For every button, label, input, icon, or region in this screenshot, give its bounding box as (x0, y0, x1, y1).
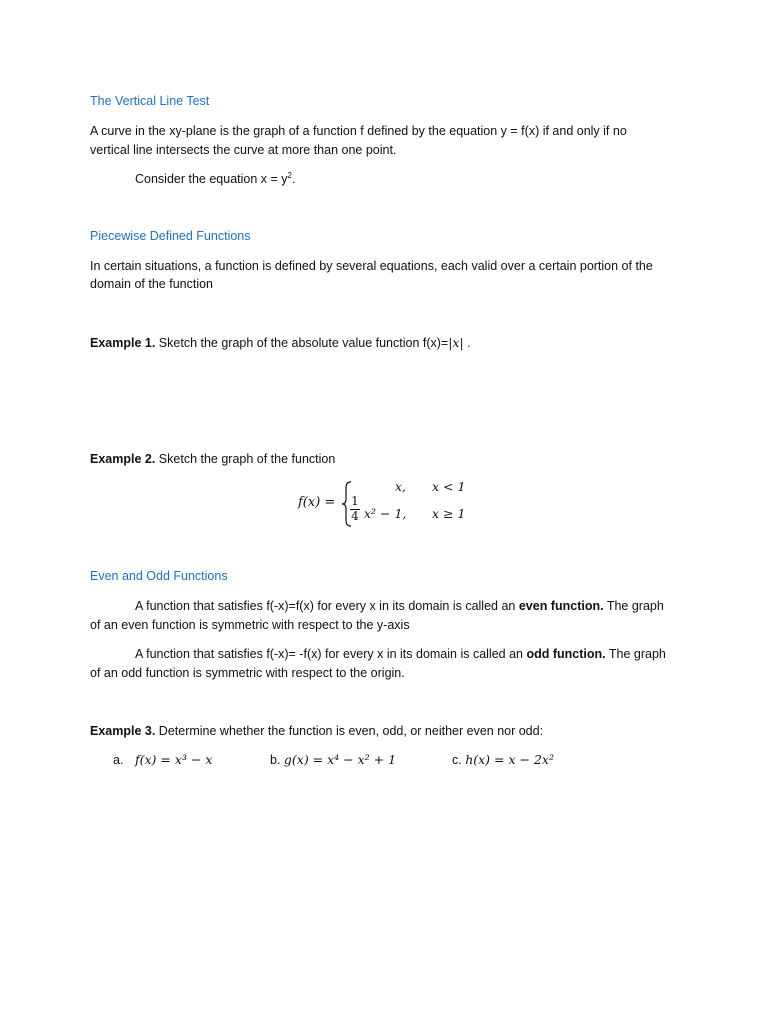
example-3-text: Determine whether the function is even, odd, or neither even nor odd: (155, 724, 544, 738)
consider-equation (135, 170, 295, 189)
piecewise-case1-expr: x, (395, 479, 407, 494)
piecewise-case1-condition: x < 1 (432, 479, 466, 494)
example-3-part-c-expr: h(x) = x − 2x² (465, 752, 554, 767)
example-3-label: Example 3. (90, 724, 156, 738)
example-1-label: Example 1. (90, 336, 156, 350)
consider-equation-period: . (291, 172, 296, 186)
odd-function-text-end: The graph (605, 647, 666, 661)
paragraph-vertical-line-test-line1: A curve in the xy-plane is the graph of a function f defined by the equation y = f(x) if and only if no (90, 124, 627, 138)
even-function-term: even function. (518, 599, 604, 613)
example-3-part-a-expr: f(x) = x³ − x (135, 752, 213, 767)
example-3-part-c-label: c. (452, 753, 466, 767)
example-3 (90, 722, 543, 741)
even-function-text-end: The graph (603, 599, 664, 613)
example-3-part-c (452, 751, 554, 770)
heading-piecewise-functions: Piecewise Defined Functions (90, 229, 251, 243)
example-3-part-a-label: a. (113, 753, 124, 767)
consider-equation-exponent: 2 (287, 170, 292, 180)
example-1 (90, 334, 471, 353)
example-1-text: Sketch the graph of the absolute value function f(x)= (155, 336, 449, 350)
fraction-numerator: 1 (351, 494, 359, 508)
example-3-part-b-label: b. (270, 753, 284, 767)
example-3-part-b-expr: g(x) = x⁴ − x² + 1 (283, 752, 397, 767)
example-3-part-b (270, 751, 396, 770)
piecewise-case2-expr: x² − 1, (364, 506, 407, 521)
example-2 (90, 450, 335, 469)
odd-function-term: odd function. (526, 647, 606, 661)
even-function-line1 (135, 597, 664, 616)
piecewise-fraction (350, 495, 360, 523)
odd-function-line2: of an odd function is symmetric with respect to the origin. (90, 666, 405, 680)
odd-function-text: A function that satisfies f(-x)= -f(x) for every x in its domain is called an (135, 647, 527, 661)
odd-function-line1 (135, 645, 666, 664)
fraction-denominator: 4 (351, 509, 359, 523)
heading-vertical-line-test: The Vertical Line Test (90, 94, 210, 108)
consider-equation-text: Consider the equation x = y (135, 172, 288, 186)
example-1-end: . (463, 336, 471, 350)
example-2-text: Sketch the graph of the function (155, 452, 336, 466)
even-function-line2: of an even function is symmetric with respect to the y-axis (90, 618, 410, 632)
paragraph-piecewise-line1: In certain situations, a function is defined by several equations, each valid over a certain portion of the (90, 259, 653, 273)
even-function-text: A function that satisfies f(-x)=f(x) for every x in its domain is called an (135, 599, 519, 613)
piecewise-lhs: f(x) = (298, 495, 336, 510)
paragraph-piecewise-line2: domain of the function (90, 277, 213, 291)
heading-even-odd-functions: Even and Odd Functions (90, 569, 228, 583)
example-2-label: Example 2. (90, 452, 156, 466)
piecewise-case2-condition: x ≥ 1 (432, 506, 466, 521)
example-1-abs-x: |x| (448, 335, 464, 350)
paragraph-vertical-line-test-line2: vertical line intersects the curve at more than one point. (90, 143, 397, 157)
